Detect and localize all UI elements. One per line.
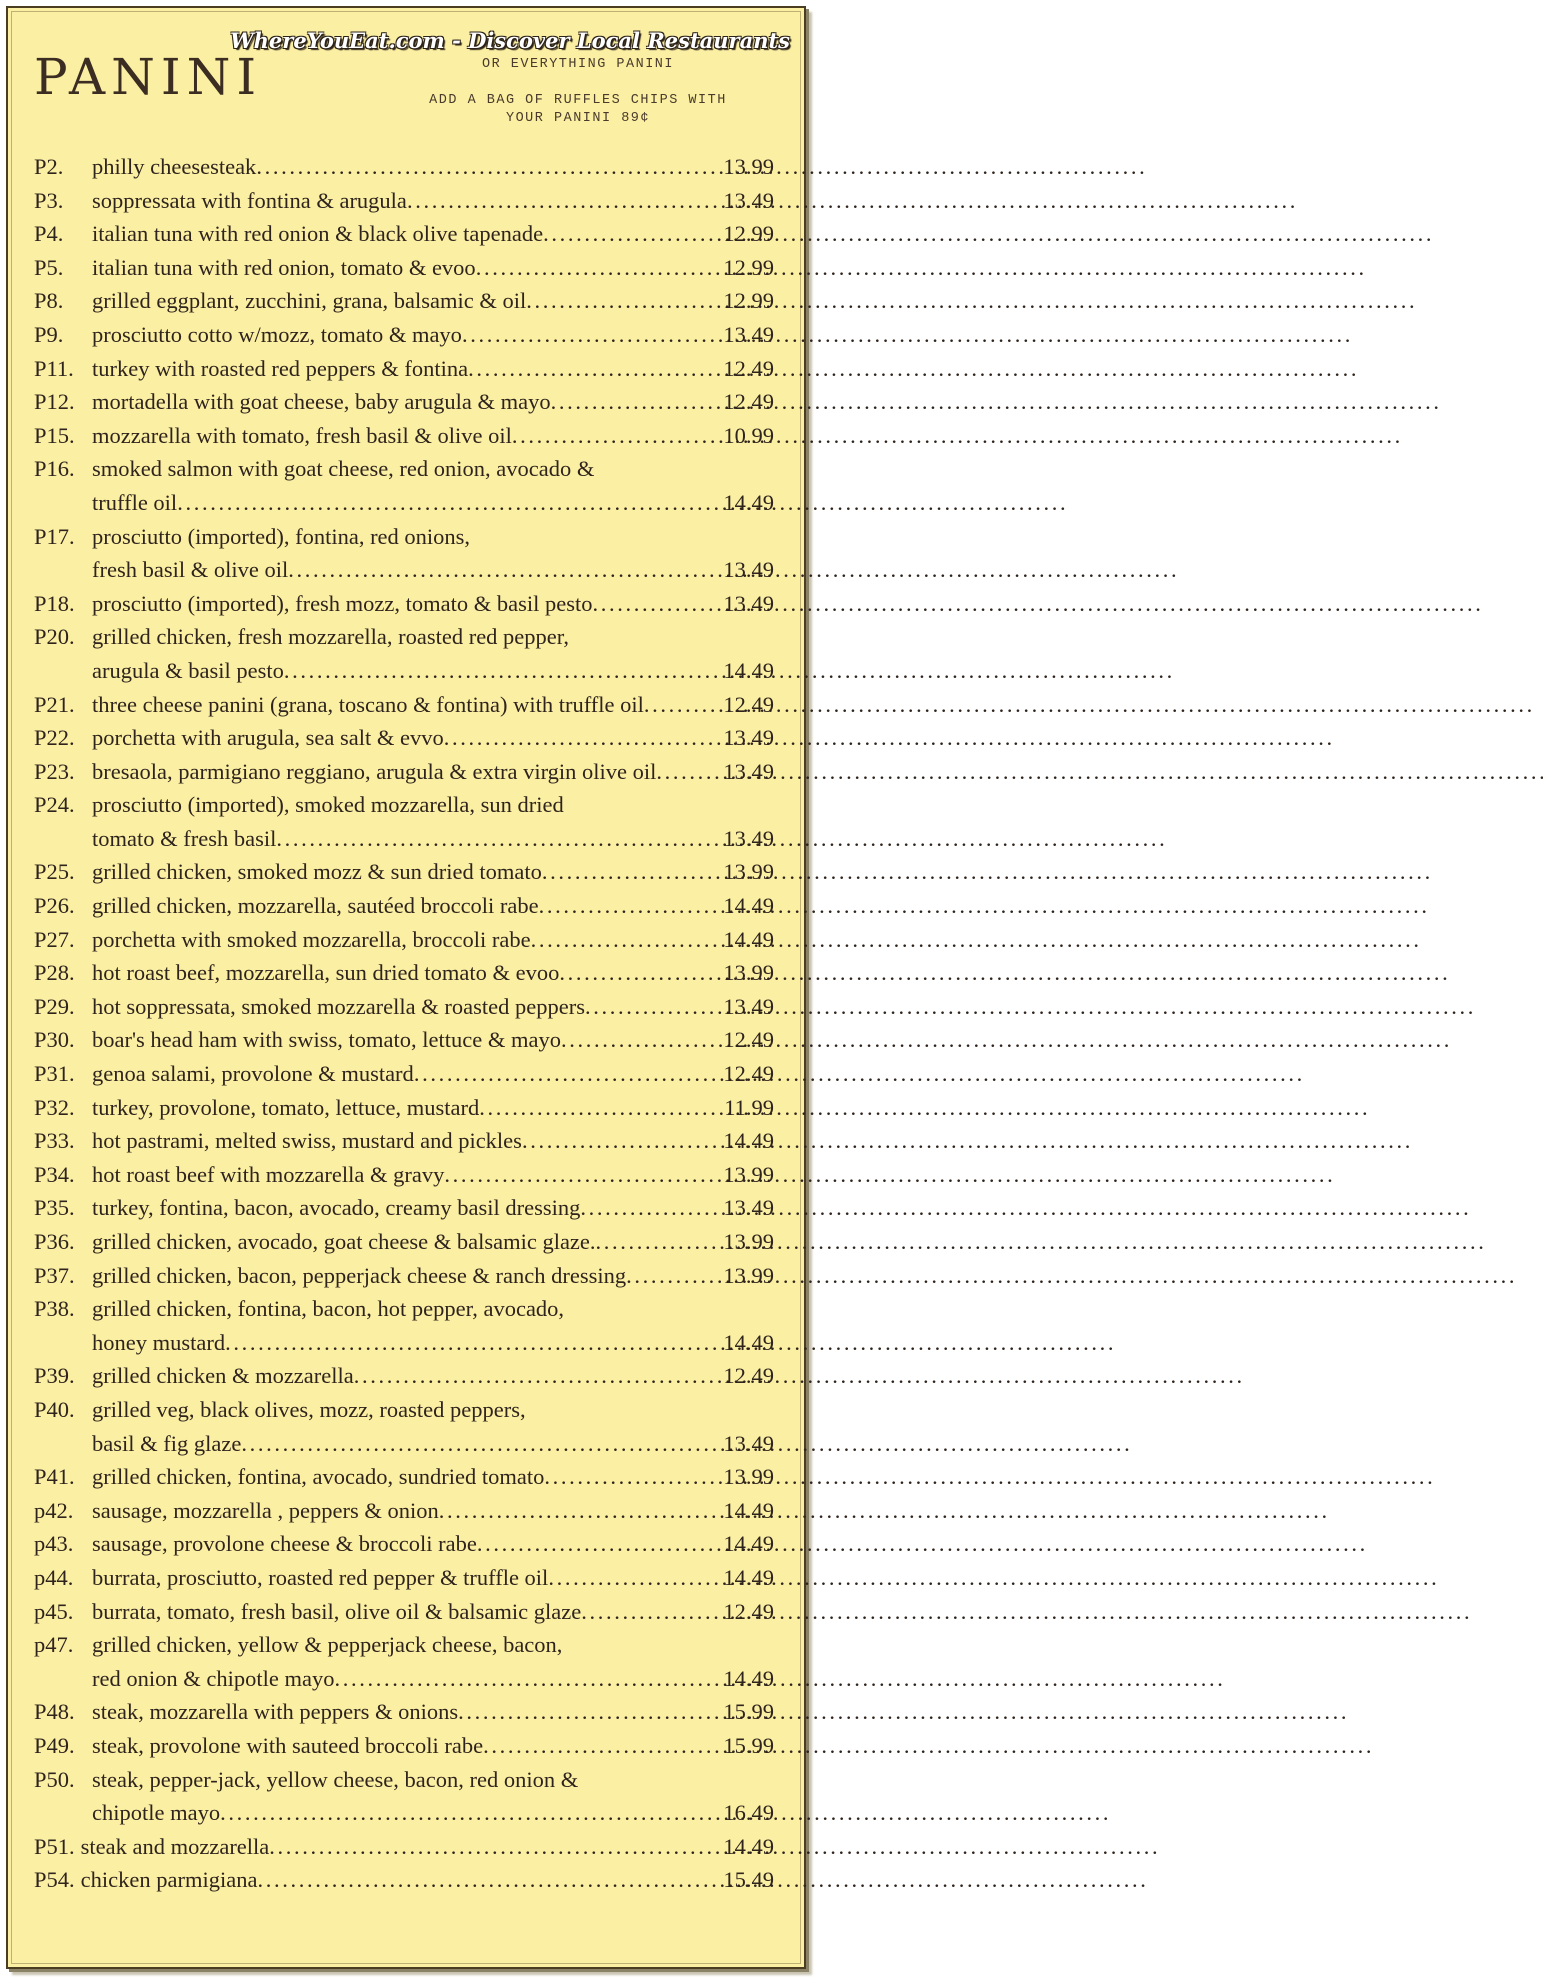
item-code: P24. (34, 792, 75, 818)
menu-item-line (34, 1427, 774, 1461)
dot-leader (276, 822, 723, 856)
item-description: basil & fig glaze (92, 1430, 242, 1456)
item-code: P40. (34, 1396, 75, 1422)
item-description: turkey, fontina, bacon, avocado, creamy basil dressing (92, 1195, 581, 1221)
item-code: P35. (34, 1195, 75, 1221)
item-code: P5. (34, 254, 64, 280)
item-description: prosciutto (imported), fresh mozz, tomato & basil pesto (92, 590, 593, 616)
menu-item-line (34, 217, 774, 251)
menu-item (34, 1023, 774, 1057)
item-code: P49. (34, 1732, 75, 1758)
item-description: steak, provolone with sauteed broccoli rabe (92, 1732, 484, 1758)
menu-item-line (34, 352, 774, 386)
item-code: P23. (34, 758, 75, 784)
item-price: 13.49 (723, 993, 774, 1019)
item-price: 13.49 (723, 321, 774, 347)
item-description: tomato & fresh basil (92, 825, 277, 851)
menu-item-line (34, 990, 774, 1024)
item-code: P29. (34, 993, 75, 1019)
menu-item (34, 1628, 774, 1695)
item-price: 13.99 (723, 1464, 774, 1490)
dot-leader (581, 1595, 723, 1629)
dot-leader (241, 1427, 723, 1461)
dot-leader (414, 1057, 724, 1091)
dot-leader (585, 990, 723, 1024)
menu-item (34, 1057, 774, 1091)
dot-leader (551, 385, 724, 419)
item-description: grilled chicken, fontina, avocado, sundried tomato (92, 1464, 545, 1490)
menu-item-line (34, 385, 774, 419)
menu-item-line (34, 251, 774, 285)
item-code: P15. (34, 422, 75, 448)
menu-item (34, 1393, 774, 1460)
menu-item (34, 1158, 774, 1192)
menu-item (34, 721, 774, 755)
menu-item-line (34, 654, 774, 688)
menu-item-line (34, 419, 774, 453)
dot-leader (596, 1225, 724, 1259)
menu-item-line (34, 1863, 774, 1897)
item-code: P30. (34, 1027, 75, 1053)
menu-item-line (34, 688, 774, 722)
menu-item (34, 855, 774, 889)
item-code: P17. (34, 523, 75, 549)
item-description: grilled chicken, fontina, bacon, hot pepper, avocado, (92, 1296, 565, 1322)
item-description: grilled eggplant, zucchini, grana, balsamic & oil (92, 288, 527, 314)
menu-item (34, 1763, 774, 1830)
item-code: P3. (34, 187, 64, 213)
dot-leader (288, 553, 723, 587)
menu-items-list (34, 150, 774, 1897)
item-price: 12.99 (723, 221, 774, 247)
item-price: 13.99 (723, 1262, 774, 1288)
item-code: P36. (34, 1229, 75, 1254)
menu-item-line (34, 1023, 774, 1057)
menu-item-line (34, 1359, 774, 1393)
menu-item-line (34, 855, 774, 889)
item-code: P31. (34, 1061, 75, 1087)
item-code: P37. (34, 1262, 75, 1288)
dot-leader (257, 1863, 723, 1897)
item-price: 11.99 (724, 1094, 774, 1120)
item-price: 15.99 (723, 1699, 774, 1725)
menu-item (34, 956, 774, 990)
item-code: P26. (34, 893, 75, 919)
dot-leader (539, 889, 724, 923)
item-description: prosciutto (imported), fontina, red onions, (92, 523, 471, 549)
item-code: P48. (34, 1699, 75, 1725)
menu-item (34, 1695, 774, 1729)
item-description: prosciutto (imported), smoked mozzarella, sun dried (92, 792, 564, 818)
dot-leader (544, 1460, 723, 1494)
item-description: prosciutto cotto w/mozz, tomato & mayo (92, 321, 462, 347)
menu-item-line (34, 1695, 774, 1729)
item-description: grilled chicken, smoked mozz & sun dried tomato (92, 859, 542, 885)
menu-item-line (34, 284, 774, 318)
menu-item-line (34, 486, 774, 520)
item-description: bresaola, parmigiano reggiano, arugula & extra virgin olive oil (92, 758, 657, 784)
dot-leader (512, 419, 723, 453)
item-code: P33. (34, 1128, 75, 1154)
dot-leader (483, 1729, 723, 1763)
item-description: red onion & chipotle mayo (92, 1665, 335, 1691)
menu-item (34, 1191, 774, 1225)
item-price: 12.49 (723, 1598, 774, 1624)
item-price: 13.99 (723, 859, 774, 885)
dot-leader (559, 956, 723, 990)
dot-leader (580, 1191, 723, 1225)
item-price: 12.49 (723, 355, 774, 381)
menu-item (34, 1729, 774, 1763)
item-code: P2. (34, 154, 64, 179)
item-code: p42. (34, 1497, 74, 1523)
item-description: boar's head ham with swiss, tomato, lettuce & mayo (92, 1027, 561, 1053)
item-description: italian tuna with red onion & black olive tapenade (92, 221, 544, 247)
item-price: 13.49 (723, 1195, 774, 1221)
item-code: P16. (34, 456, 75, 482)
dot-leader (444, 1158, 723, 1192)
menu-item-line (34, 620, 774, 654)
item-price: 16.49 (723, 1800, 774, 1826)
menu-item (34, 284, 774, 318)
item-price: 13.49 (723, 187, 774, 213)
dot-leader (626, 1259, 723, 1293)
item-description: hot roast beef with mozzarella & gravy (92, 1161, 445, 1187)
menu-item (34, 688, 774, 722)
item-price: 12.49 (723, 691, 774, 717)
menu-item-line (34, 1460, 774, 1494)
menu-item-line (34, 150, 774, 184)
item-description: burrata, tomato, fresh basil, olive oil & balsamic glaze (92, 1598, 582, 1624)
item-price: 13.99 (723, 1229, 774, 1254)
menu-item-line (34, 587, 774, 621)
menu-item-line (34, 721, 774, 755)
dot-leader (561, 1023, 723, 1057)
dot-leader (468, 352, 723, 386)
item-price: 12.49 (723, 389, 774, 415)
menu-item-line (34, 318, 774, 352)
item-code: P21. (34, 691, 75, 717)
item-description: grilled chicken, avocado, goat cheese & balsamic glaze. (92, 1229, 596, 1254)
item-code: P32. (34, 1094, 75, 1120)
dot-leader (644, 688, 723, 722)
item-description: mozzarella with tomato, fresh basil & olive oil (92, 422, 512, 448)
item-code: p43. (34, 1531, 74, 1557)
item-code: P54. (34, 1867, 75, 1893)
item-description: sausage, mozzarella , peppers & onion (92, 1497, 439, 1523)
item-price: 14.49 (723, 1833, 774, 1859)
menu-item (34, 620, 774, 687)
menu-item (34, 1494, 774, 1528)
item-code: P34. (34, 1161, 75, 1187)
item-description: turkey with roasted red peppers & fontina (92, 355, 469, 381)
menu-item (34, 1091, 774, 1125)
menu-item-line (34, 956, 774, 990)
item-price: 13.49 (723, 1430, 774, 1456)
menu-item-line (34, 1561, 774, 1595)
item-description: grilled chicken, mozzarella, sautéed broccoli rabe (92, 893, 539, 919)
item-code: P41. (34, 1464, 75, 1490)
menu-item-line (34, 889, 774, 923)
menu-item (34, 1259, 774, 1293)
menu-item (34, 1527, 774, 1561)
item-price: 14.49 (723, 1128, 774, 1154)
menu-item (34, 1863, 774, 1897)
menu-item-line (34, 1124, 774, 1158)
item-code: P4. (34, 221, 64, 247)
item-description: mortadella with goat cheese, baby arugula & mayo (92, 389, 551, 415)
item-description: arugula & basil pesto (92, 657, 284, 683)
watermark-text: WhereYouEat.com - Discover Local Restaurants (230, 28, 790, 53)
item-price: 14.49 (723, 489, 774, 515)
item-description: grilled chicken, yellow & pepperjack cheese, bacon, (92, 1632, 563, 1658)
item-code: P38. (34, 1296, 75, 1322)
item-price: 10.99 (723, 422, 774, 448)
item-description: turkey, provolone, tomato, lettuce, mustard (92, 1094, 480, 1120)
item-description: burrata, prosciutto, roasted red pepper & truffle oil (92, 1564, 549, 1590)
item-code: P39. (34, 1363, 75, 1389)
item-code: P12. (34, 389, 75, 415)
item-price: 14.49 (723, 1531, 774, 1557)
menu-item-line (34, 1662, 774, 1696)
dot-leader (476, 251, 724, 285)
dot-leader (477, 1527, 724, 1561)
dot-leader (542, 855, 723, 889)
menu-item (34, 385, 774, 419)
menu-item-line (34, 1393, 774, 1427)
item-code: p47. (34, 1632, 74, 1658)
menu-item-line (34, 1326, 774, 1360)
item-code: p45. (34, 1598, 74, 1624)
dot-leader (462, 318, 723, 352)
item-description: grilled chicken, fresh mozzarella, roasted red pepper, (92, 624, 569, 650)
menu-item (34, 788, 774, 855)
item-price: 12.49 (723, 1027, 774, 1053)
menu-note-1: OR EVERYTHING PANINI (481, 57, 675, 72)
item-description: sausage, provolone cheese & broccoli rabe (92, 1531, 477, 1557)
dot-leader (548, 1561, 723, 1595)
menu-item (34, 1359, 774, 1393)
dot-leader (593, 587, 724, 621)
menu-item-line (34, 1057, 774, 1091)
menu-item (34, 352, 774, 386)
menu-item-line (34, 923, 774, 957)
menu-item (34, 1292, 774, 1359)
item-description: steak, mozzarella with peppers & onions (92, 1699, 459, 1725)
item-price: 13.49 (723, 557, 774, 583)
dot-leader (407, 184, 723, 218)
menu-item (34, 184, 774, 218)
item-price: 14.49 (723, 1497, 774, 1523)
menu-item (34, 452, 774, 519)
item-description: porchetta with arugula, sea salt & evvo (92, 725, 444, 751)
menu-item (34, 1124, 774, 1158)
menu-item-line (34, 1763, 774, 1797)
menu-card (6, 6, 806, 1969)
menu-item (34, 520, 774, 587)
item-code: P22. (34, 725, 75, 751)
item-code: P27. (34, 926, 75, 952)
menu-item-line (34, 1259, 774, 1293)
item-description: soppressata with fontina & arugula (92, 187, 407, 213)
item-code: P51. (34, 1833, 75, 1859)
menu-item (34, 150, 774, 184)
menu-note-2 (378, 92, 778, 128)
dot-leader (354, 1359, 724, 1393)
item-price: 12.49 (723, 1363, 774, 1389)
item-description: fresh basil & olive oil (92, 557, 289, 583)
item-price: 14.49 (723, 1329, 774, 1355)
menu-item-line (34, 755, 774, 789)
page-title: PANINI (34, 48, 263, 106)
menu-item (34, 755, 774, 789)
menu-item-line (34, 1158, 774, 1192)
menu-item (34, 1460, 774, 1494)
menu-item-line (34, 452, 774, 486)
dot-leader (439, 1494, 724, 1528)
item-price: 12.49 (723, 1061, 774, 1087)
menu-item (34, 587, 774, 621)
item-description: three cheese panini (grana, toscano & fontina) with truffle oil (92, 691, 644, 717)
item-code: p44. (34, 1564, 74, 1590)
item-price: 13.99 (723, 1161, 774, 1187)
item-description: chipotle mayo (92, 1800, 221, 1826)
dot-leader (531, 923, 724, 957)
item-price: 12.99 (723, 254, 774, 280)
dot-leader (177, 486, 723, 520)
item-description: truffle oil (92, 489, 178, 515)
item-price: 14.49 (723, 657, 774, 683)
item-code: P20. (34, 624, 75, 650)
item-description: steak, pepper-jack, yellow cheese, bacon, red onion & (92, 1766, 579, 1792)
menu-note-2-line2: YOUR PANINI 89¢ (505, 111, 651, 126)
dot-leader (479, 1091, 724, 1125)
item-description: italian tuna with red onion, tomato & evoo (92, 254, 476, 280)
item-description: smoked salmon with goat cheese, red onion, avocado & (92, 456, 595, 482)
item-code: P11. (34, 355, 74, 381)
dot-leader (225, 1326, 723, 1360)
menu-item-line (34, 788, 774, 822)
menu-item (34, 1561, 774, 1595)
item-description: porchetta with smoked mozzarella, broccoli rabe (92, 926, 531, 952)
dot-leader (256, 150, 723, 184)
menu-item-line (34, 184, 774, 218)
item-description: grilled chicken & mozzarella (92, 1363, 354, 1389)
menu-item (34, 923, 774, 957)
menu-item (34, 1595, 774, 1629)
item-code: P8. (34, 288, 64, 314)
item-price: 13.99 (723, 154, 774, 179)
item-price: 13.49 (723, 590, 774, 616)
menu-item-line (34, 1830, 774, 1864)
menu-item (34, 251, 774, 285)
dot-leader (656, 755, 723, 789)
item-description: steak and mozzarella (80, 1833, 270, 1859)
menu-item (34, 990, 774, 1024)
item-description: genoa salami, provolone & mustard (92, 1061, 414, 1087)
menu-item (34, 318, 774, 352)
menu-item-line (34, 1527, 774, 1561)
item-price: 15.49 (723, 1867, 774, 1893)
item-description: grilled chicken, bacon, pepperjack cheese & ranch dressing (92, 1262, 627, 1288)
menu-item-line (34, 553, 774, 587)
menu-item-line (34, 1628, 774, 1662)
item-description: hot soppressata, smoked mozzarella & roasted peppers (92, 993, 585, 1019)
dot-leader (284, 654, 724, 688)
item-price: 14.49 (723, 926, 774, 952)
item-price: 13.99 (723, 960, 774, 986)
dot-leader (444, 721, 724, 755)
menu-item-line (34, 1729, 774, 1763)
item-price: 14.49 (723, 893, 774, 919)
item-description: philly cheesesteak (92, 154, 257, 179)
menu-item-line (34, 1796, 774, 1830)
menu-item (34, 217, 774, 251)
item-description: honey mustard (92, 1329, 226, 1355)
menu-item (34, 419, 774, 453)
menu-item (34, 1830, 774, 1864)
item-price: 14.49 (723, 1564, 774, 1590)
dot-leader (522, 1124, 723, 1158)
dot-leader (458, 1695, 723, 1729)
item-description: hot pastrami, melted swiss, mustard and pickles (92, 1128, 522, 1154)
item-description: hot roast beef, mozzarella, sun dried tomato & evoo (92, 960, 560, 986)
menu-item-line (34, 1091, 774, 1125)
item-price: 13.49 (723, 758, 774, 784)
item-code: P9. (34, 321, 64, 347)
item-description: chicken parmigiana (80, 1867, 258, 1893)
item-description: grilled veg, black olives, mozz, roasted peppers, (92, 1396, 526, 1422)
item-code: P18. (34, 590, 75, 616)
item-code: P28. (34, 960, 75, 986)
menu-item (34, 889, 774, 923)
menu-item (34, 1225, 774, 1259)
menu-note-2-line1: ADD A BAG OF RUFFLES CHIPS WITH (429, 93, 727, 108)
menu-item-line (34, 822, 774, 856)
item-code: P25. (34, 859, 75, 885)
dot-leader (334, 1662, 723, 1696)
item-price: 13.49 (723, 725, 774, 751)
menu-item-line (34, 1191, 774, 1225)
menu-item-line (34, 1595, 774, 1629)
menu-item-line (34, 1292, 774, 1326)
dot-leader (543, 217, 723, 251)
item-price: 14.49 (723, 1665, 774, 1691)
menu-item-line (34, 520, 774, 554)
dot-leader (220, 1796, 723, 1830)
item-price: 15.99 (723, 1732, 774, 1758)
item-code: P50. (34, 1766, 75, 1792)
dot-leader (526, 284, 723, 318)
item-price: 13.49 (723, 825, 774, 851)
item-price: 12.99 (723, 288, 774, 314)
menu-item-line (34, 1494, 774, 1528)
menu-item-line (34, 1225, 774, 1259)
dot-leader (269, 1830, 723, 1864)
